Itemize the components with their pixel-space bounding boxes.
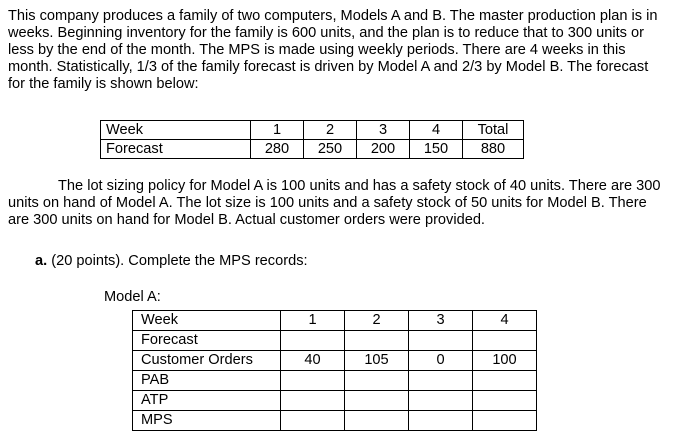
mps-row-forecast xyxy=(133,331,537,351)
mps-cell[interactable] xyxy=(281,391,345,411)
mps-cell[interactable] xyxy=(345,411,409,431)
forecast-week-2: 250 xyxy=(304,140,357,159)
header-week-4: 4 xyxy=(410,121,463,140)
mps-header-week-3: 3 xyxy=(409,311,473,331)
header-week-label: Week xyxy=(101,121,251,140)
mps-cell[interactable] xyxy=(409,391,473,411)
mps-cell[interactable] xyxy=(473,391,537,411)
mps-cell[interactable] xyxy=(473,331,537,351)
mps-cell[interactable] xyxy=(409,411,473,431)
mps-row-label: Forecast xyxy=(133,331,281,351)
forecast-week-4: 150 xyxy=(410,140,463,159)
forecast-table-row xyxy=(101,140,524,159)
mps-header-week: Week xyxy=(133,311,281,331)
mps-cell[interactable] xyxy=(281,411,345,431)
mps-row-label: ATP xyxy=(133,391,281,411)
mps-row-label: PAB xyxy=(133,371,281,391)
header-week-1: 1 xyxy=(251,121,304,140)
mps-header-week-2: 2 xyxy=(345,311,409,331)
mps-header-week-1: 1 xyxy=(281,311,345,331)
header-week-2: 2 xyxy=(304,121,357,140)
mps-row-atp xyxy=(133,391,537,411)
mps-cell[interactable] xyxy=(473,371,537,391)
question-text: (20 points). Complete the MPS records: xyxy=(51,253,308,269)
mps-cell: 105 xyxy=(345,351,409,371)
mps-row-mps xyxy=(133,411,537,431)
mps-header-row xyxy=(133,311,537,331)
forecast-row-label: Forecast xyxy=(101,140,251,159)
mps-cell[interactable] xyxy=(281,371,345,391)
intro-paragraph: This company produces a family of two computers, Models A and B. The master production plan is in weeks. Beginning inventory for the family is 600 units, and the plan is to reduce that to 300 units or less by the end of the month. The MPS is made using weekly periods. There are 4 weeks in this month. Statistically, 1/3 of the family forecast is driven by Model A and 2/3 by Model B. The forecast for the family is shown below: xyxy=(8,8,658,92)
forecast-total: 880 xyxy=(463,140,524,159)
mps-row-pab xyxy=(133,371,537,391)
mps-cell: 100 xyxy=(473,351,537,371)
mps-cell[interactable] xyxy=(345,331,409,351)
mps-cell[interactable] xyxy=(345,391,409,411)
forecast-week-3: 200 xyxy=(357,140,410,159)
question-marker: a. xyxy=(35,253,48,269)
mps-cell: 40 xyxy=(281,351,345,371)
mps-cell[interactable] xyxy=(345,371,409,391)
header-total: Total xyxy=(463,121,524,140)
family-forecast-table xyxy=(100,120,524,159)
mps-cell: 0 xyxy=(409,351,473,371)
mps-header-week-4: 4 xyxy=(473,311,537,331)
forecast-week-1: 280 xyxy=(251,140,304,159)
mps-row-label: Customer Orders xyxy=(133,351,281,371)
mps-row-customer-orders xyxy=(133,351,537,371)
header-week-3: 3 xyxy=(357,121,410,140)
question-a xyxy=(35,253,308,270)
forecast-table-header-row xyxy=(101,121,524,140)
mps-cell[interactable] xyxy=(409,331,473,351)
mps-cell[interactable] xyxy=(409,371,473,391)
mps-row-label: MPS xyxy=(133,411,281,431)
mps-record-table xyxy=(132,310,537,431)
model-a-label: Model A: xyxy=(104,289,161,305)
mps-cell[interactable] xyxy=(281,331,345,351)
lot-sizing-paragraph: The lot sizing policy for Model A is 100 units and has a safety stock of 40 units. There are 300 units on hand of Model A. The lot size is 100 units and a safety stock of 50 units for Model B. There are 300 units on hand for Model B. Actual customer orders were provided. xyxy=(8,178,661,228)
mps-cell[interactable] xyxy=(473,411,537,431)
